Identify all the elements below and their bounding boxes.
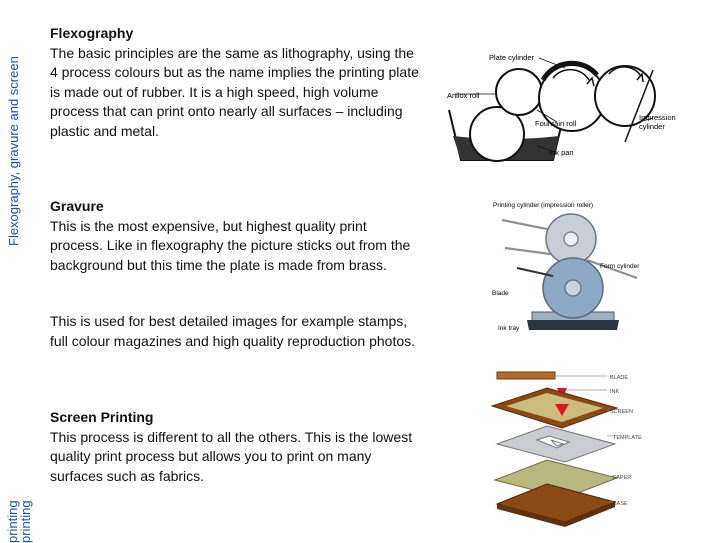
gravure-heading: Gravure — [50, 198, 104, 214]
ink-pan-label: Ink pan — [549, 148, 574, 157]
gravure-uses-text: This is used for best detailed images for example stamps, full colour magazines and high quality reproduction photos. — [50, 313, 416, 349]
printing-cylinder-label: Printing cylinder (impression roller) — [493, 202, 594, 209]
vertical-title-bar — [0, 0, 33, 543]
vertical-title-fragment: printing — [5, 500, 20, 543]
flexography-diagram — [447, 18, 687, 166]
blade-icon — [497, 372, 555, 379]
vertical-title: Flexography, gravure and screen — [6, 56, 21, 246]
flexography-heading: Flexography — [50, 25, 134, 41]
anilox-roll-icon — [496, 69, 542, 115]
form-cylinder-label: Form cylinder — [600, 263, 640, 270]
ink-tray-label: Ink tray — [498, 325, 520, 332]
screen-printing-body: This process is different to all the others. This is the lowest quality print process but allows you to print on many surfaces such as fabrics. — [50, 428, 413, 484]
template-label: TEMPLATE — [613, 435, 642, 441]
paper-label: PAPER — [613, 475, 632, 481]
screen-printing-diagram — [487, 366, 687, 536]
impression-cylinder-label: Impression — [639, 113, 676, 122]
gravure-uses-paragraph — [50, 312, 420, 351]
blade-label: Blade — [492, 290, 509, 297]
gravure-diagram — [487, 192, 677, 340]
base-icon — [497, 484, 615, 522]
anilox-roll-label: Anilox roll — [447, 91, 480, 100]
blade-label: BLADE — [610, 375, 629, 381]
gravure-section — [50, 197, 420, 275]
base-label: BASE — [613, 501, 628, 507]
plate-cylinder-label: Plate cylinder — [489, 53, 535, 62]
ink-label: INK — [610, 389, 620, 395]
screen-printing-heading: Screen Printing — [50, 409, 154, 425]
impression-cylinder-label-line2: cylinder — [639, 122, 665, 131]
flexography-section — [50, 24, 420, 141]
flexography-body: The basic principles are the same as lithography, using the 4 process colours but as the name implies the printing plate is made out of rubber. It is a high speed, high volume process that can print onto nearly all surfaces – including plastic and metal. — [50, 44, 419, 139]
fountain-roll-label: Fountain roll — [535, 119, 577, 128]
screen-printing-section — [50, 408, 420, 486]
screen-label: SCREEN — [610, 409, 633, 415]
vertical-title-fragment: printing — [18, 500, 33, 543]
gravure-body: This is the most expensive, but highest quality print process. Like in flexography the picture sticks out from the background but this time the plate is made from brass. — [50, 217, 411, 273]
